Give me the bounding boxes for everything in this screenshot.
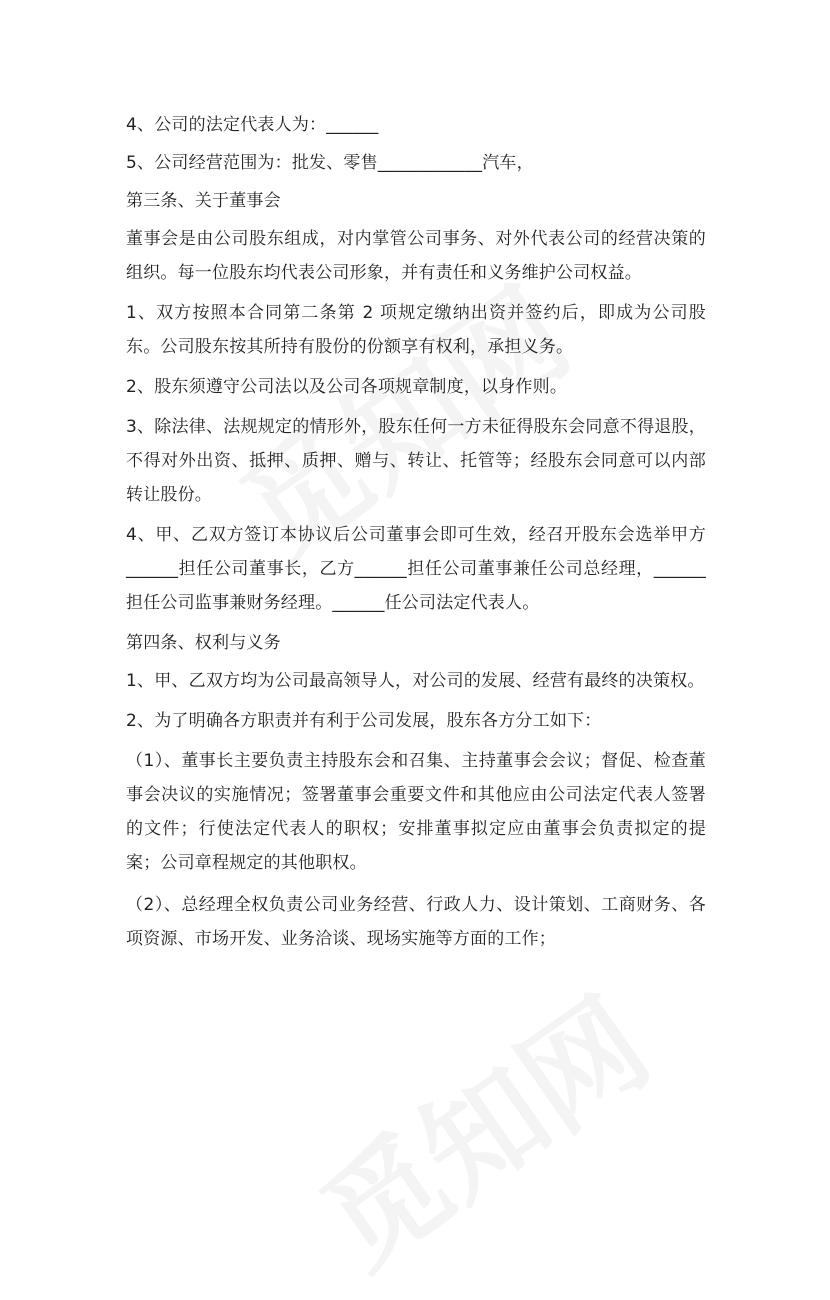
paragraph-business-scope: 5、公司经营范围为：批发、零售____________汽车， bbox=[126, 153, 534, 173]
watermark bbox=[283, 952, 677, 1299]
paragraph-gm-duties: （2）、总经理全权负责公司业务经营、行政人力、设计策划、工商财务、各项资源、市场开发、业务洽谈、现场实施等方面的工作； bbox=[126, 895, 706, 949]
paragraph-rights-item-1: 1、甲、乙双方均为公司最高领导人，对公司的发展、经营有最终的决策权。 bbox=[126, 671, 705, 691]
paragraph-board-item-3: 3、除法律、法规规定的情形外，股东任何一方未征得股东会同意不得退股，不得对外出资、抵押、质押、赠与、转让、托管等；经股东会同意可以内部转让股份。 bbox=[126, 417, 706, 505]
paragraph-board-item-1: 1、双方按照本合同第二条第 2 项规定缴纳出资并签约后，即成为公司股东。公司股东按其所持有股份的份额享有权利，承担义务。 bbox=[126, 303, 706, 357]
paragraph-rights-item-2: 2、为了明确各方职责并有利于公司发展，股东各方分工如下： bbox=[126, 711, 602, 731]
paragraph-chairman-duties: （1）、董事长主要负责主持股东会和召集、主持董事会会议；督促、检查董事会决议的实施情况；签署董事会重要文件和其他应由公司法定代表人签署的文件；行使法定代表人的职权；安排董事拟定应由董事会负责拟定的提案；公司章程规定的其他职权。 bbox=[126, 751, 706, 873]
paragraph-legal-representative: 4、公司的法定代表人为：______ bbox=[126, 115, 379, 135]
paragraph-board-item-4: 4、甲、乙双方签订本协议后公司董事会即可生效，经召开股东会选举甲方______担任公司董事长，乙方______担任公司董事兼任公司总经理，______担任公司监事兼财务经理。______任公司法定代表人。 bbox=[126, 525, 706, 613]
document-body bbox=[126, 108, 706, 956]
section-heading-rights: 第四条、权利与义务 bbox=[126, 633, 281, 653]
section-heading-board: 第三条、关于董事会 bbox=[126, 191, 281, 211]
paragraph-board-intro: 董事会是由公司股东组成，对内掌管公司事务、对外代表公司的经营决策的组织。每一位股东均代表公司形象，并有责任和义务维护公司权益。 bbox=[126, 229, 706, 283]
paragraph-board-item-2: 2、股东须遵守公司法以及公司各项规章制度，以身作则。 bbox=[126, 377, 568, 397]
